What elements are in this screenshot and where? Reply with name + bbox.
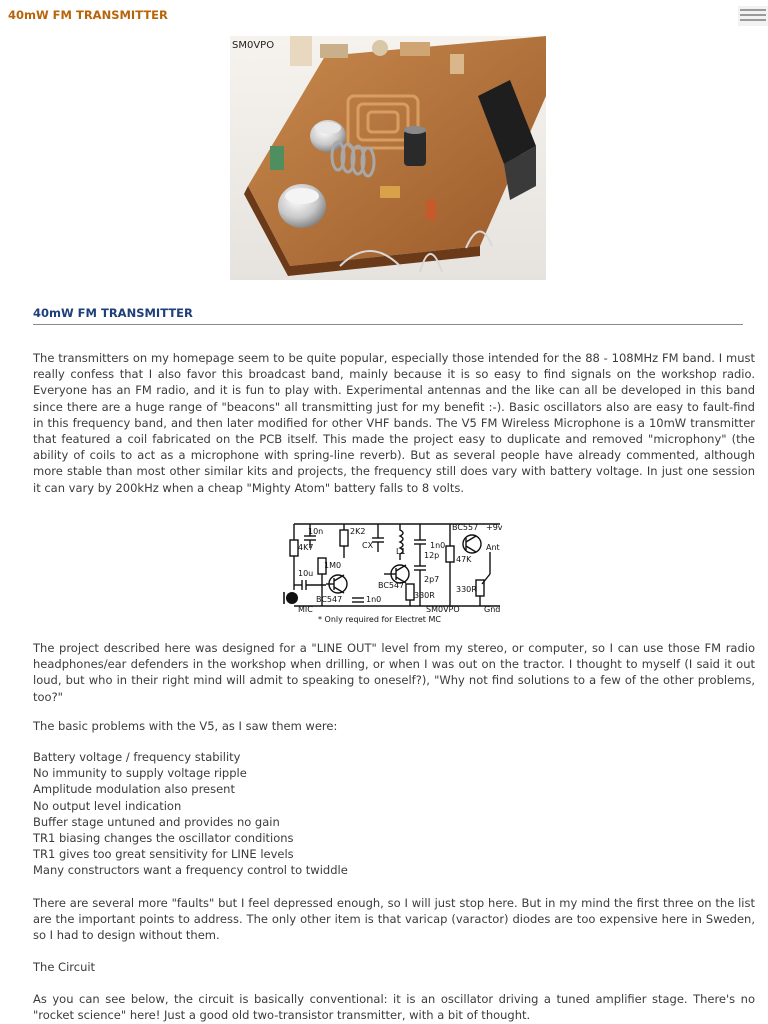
label-v-plus9: +9v [486,523,503,532]
list-item: Battery voltage / frequency stability [33,750,241,764]
project-paragraph: The project described here was designed for a "LINE OUT" level from my stereo, or computer, so I can use those FM radio headphones/ear defenders in the workshop when drilling, or when I was out on the tractor. I thought to myself (I said it out loud, but who in their right mind will admit to speaking to oneself?), "Why not find solutions to a few of the other problems, too?" [33,641,755,704]
label-c-12p: 12p [424,551,440,560]
circuit-heading: The Circuit [33,960,96,974]
label-cx: CX [362,541,374,550]
label-r-330r-b: 330R [456,585,477,594]
list-item: Amplitude modulation also present [33,782,235,797]
problems-intro: The basic problems with the V5, as I saw them were: [33,719,338,733]
label-callsign: SM0VPO [426,605,460,614]
hamburger-menu-icon[interactable] [738,6,768,26]
list-item: No output level indication [33,798,182,813]
label-mic: MIC [298,605,313,614]
list-item: Buffer stage untuned and provides no gain [33,814,280,829]
label-l1: L1 [396,547,406,556]
circuit-schematic [280,518,508,626]
label-r-330r-a: 330R [414,591,435,600]
label-q-bc547-b: BC547 [378,581,405,590]
list-item: Many constructors want a frequency control to twiddle [33,863,348,878]
label-c-2p7: 2p7 [424,575,440,584]
list-item: TR1 biasing changes the oscillator conditions [33,831,294,846]
list-item: No immunity to supply voltage ripple [33,766,247,781]
label-q-bc557: BC557 [452,523,479,532]
label-c-10n: 10n [308,527,324,536]
label-ant: Ant [486,543,500,552]
label-r-1m0: 1M0 [324,561,342,570]
photo-watermark: SM0VPO [232,40,275,51]
label-r-4k7: 4K7 [298,543,314,552]
circuit-paragraph: As you can see below, the circuit is basically conventional: it is an oscillator driving a tuned amplifier stage. There's no "rocket science" here! Just a good old two-transistor transmitter, with a bit of thought. [33,992,755,1023]
section-divider [33,324,743,325]
faults-paragraph: There are several more "faults" but I feel depressed enough, so I will just stop here. But in my mind the first three on the list are the important points to address. The only other item is that varicap (varactor) diodes are too expensive here in Sweden, so I had to design without them. [33,896,755,943]
label-r-2k2: 2K2 [350,527,366,536]
section-heading: 40mW FM TRANSMITTER [33,306,193,320]
label-c-10u: 10u [298,569,314,578]
list-item: TR1 gives too great sensitivity for LINE levels [33,847,294,862]
pcb-photo [230,36,546,280]
label-c-1n0-top: 1n0 [430,541,446,550]
schematic-note: * Only required for Electret MC [318,615,441,624]
label-q-bc547-a: BC547 [316,595,343,604]
label-c-1n0-bottom: 1n0 [366,595,382,604]
intro-paragraph: The transmitters on my homepage seem to be quite popular, especially those intended for the 88 - 108MHz FM band. I must really confess that I also favor this broadcast band, mainly because it is so easy to find signals on the workshop radio. Everyone has an FM radio, and it is fun to play with. Experimental antennas and the like can all be developed in this band since there are a huge range of "beacons" all transmitting just for my benefit :-). Basic oscillators also are easy to fault-find in this frequency band, and then later modified for other VHF bands. The V5 FM Wireless Microphone is a 10mW transmitter that featured a coil fabricated on the PCB itself. This made the project easy to duplicate and removed "microphony" (the ability of coils to act as a microphone with spring-line reverb). But as several people have already commented, although more stable than most other similar kits and projects, the frequency still does vary with battery voltage. In just one session it can vary by 200kHz when a cheap "Mighty Atom" battery falls to 8 volts. [33,351,755,495]
page-title: 40mW FM TRANSMITTER [8,8,168,22]
label-r-47k: 47K [456,555,472,564]
label-gnd: Gnd [484,605,501,614]
problems-list [33,749,348,879]
